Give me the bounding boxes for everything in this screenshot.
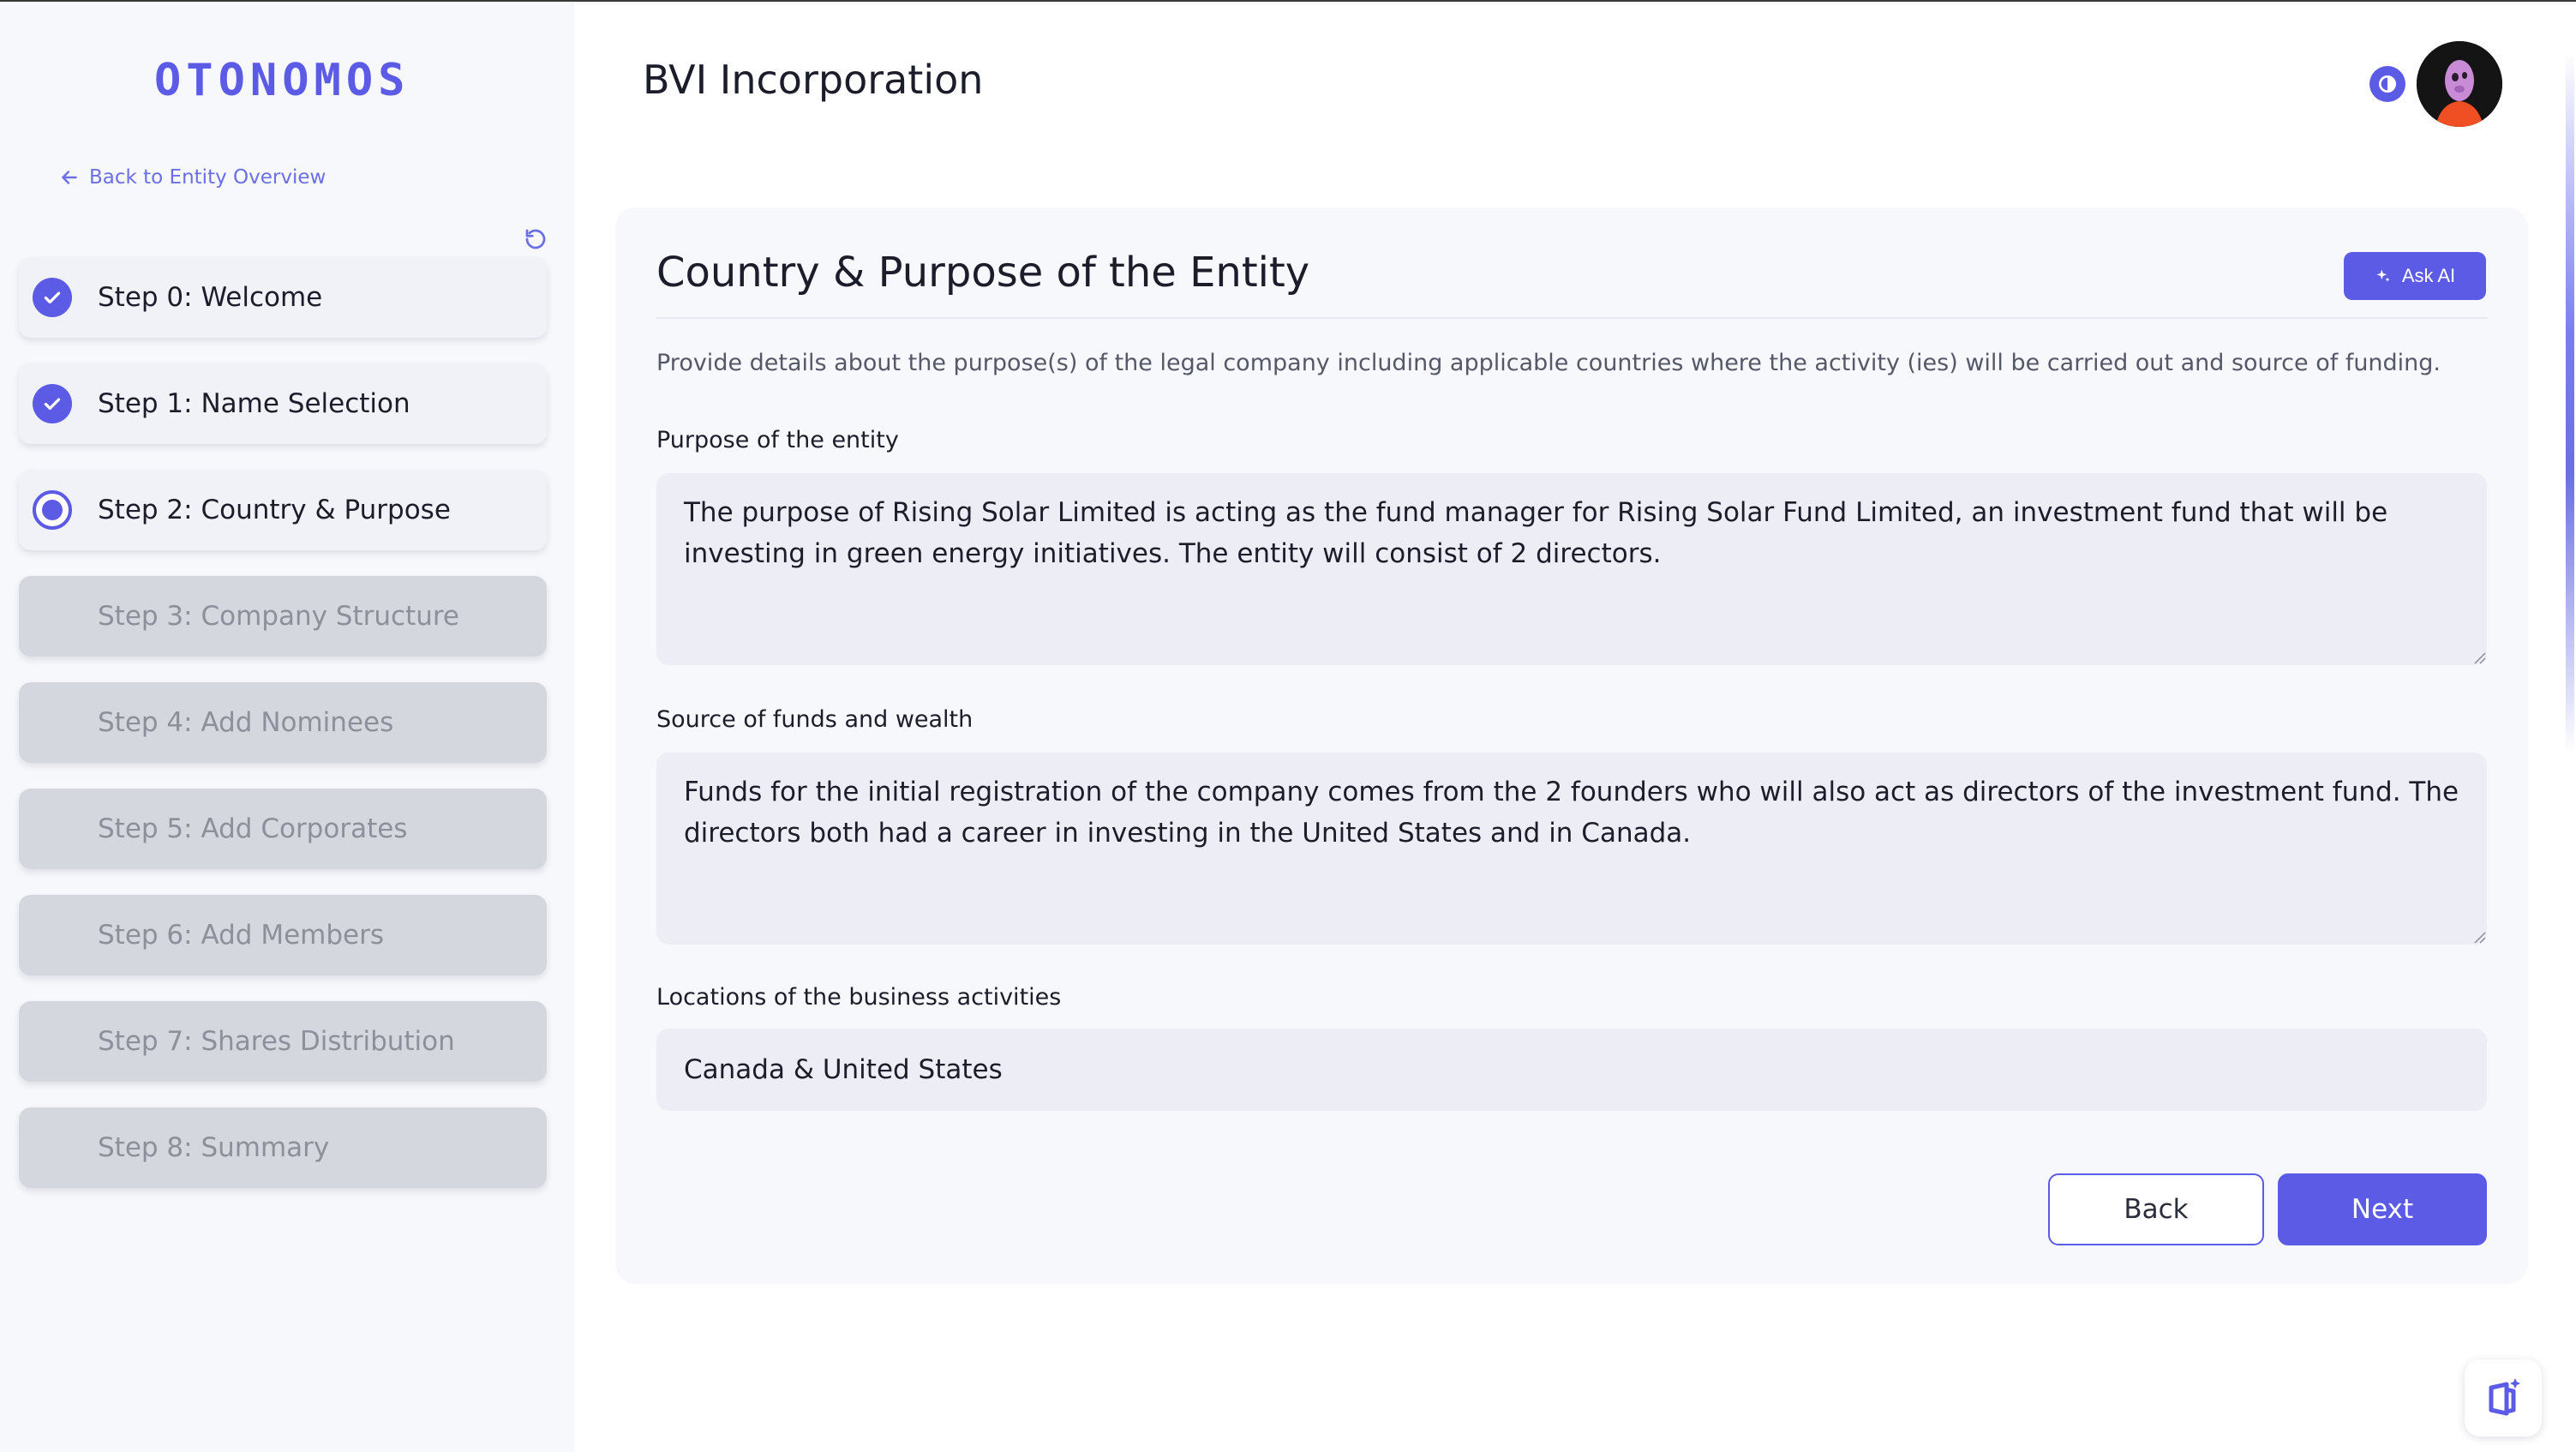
step-item-add-members[interactable]: [19, 895, 547, 975]
back-to-entity-overview-link[interactable]: [58, 166, 326, 189]
resize-grip-icon[interactable]: [2471, 650, 2487, 665]
step-label: Step 7: Shares Distribution: [98, 1026, 455, 1057]
card-title: Country & Purpose of the Entity: [656, 249, 1310, 297]
step-item-add-corporates[interactable]: [19, 789, 547, 869]
resize-grip-icon[interactable]: [2471, 929, 2487, 945]
avatar-illustration: [2417, 41, 2502, 127]
source-of-funds-textarea[interactable]: Funds for the initial registration of the company comes from the 2 founders who will also act as directors of the investment fund. The directors both had a career in investing in the United States and in Canada.: [656, 753, 2487, 945]
ask-ai-button[interactable]: [2344, 252, 2486, 300]
purpose-textarea[interactable]: The purpose of Rising Solar Limited is acting as the fund manager for Rising Solar Fund Limited, an investment fund that will be investing in green energy initiatives. The entity will consist of 2 directors.: [656, 473, 2487, 665]
back-link-label: Back to Entity Overview: [89, 166, 326, 189]
step-item-name-selection[interactable]: [19, 363, 547, 444]
step-label: Step 2: Country & Purpose: [98, 495, 451, 525]
step-label: Step 0: Welcome: [98, 282, 323, 313]
title-divider: [656, 317, 2487, 319]
step-label: Step 3: Company Structure: [98, 601, 459, 632]
avatar[interactable]: [2417, 41, 2502, 127]
arrow-left-icon: [58, 166, 81, 189]
otonomos-logo[interactable]: OTONOMOS: [154, 55, 410, 106]
step-label: Step 4: Add Nominees: [98, 707, 394, 738]
locations-label: Locations of the business activities: [656, 984, 1062, 1011]
next-button[interactable]: Next: [2278, 1173, 2487, 1245]
step-item-summary[interactable]: [19, 1107, 547, 1188]
step-label: Step 5: Add Corporates: [98, 813, 408, 844]
locations-input[interactable]: Canada & United States: [656, 1029, 2487, 1111]
step-item-welcome[interactable]: [19, 257, 547, 338]
radio-selected-icon: [33, 490, 72, 530]
step-item-company-structure[interactable]: [19, 576, 547, 657]
refresh-icon[interactable]: [523, 226, 548, 252]
step-label: Step 1: Name Selection: [98, 388, 410, 419]
step-item-country-purpose[interactable]: [19, 470, 547, 550]
form-card: [615, 207, 2528, 1284]
sparkle-icon: [2375, 267, 2392, 285]
page-scrollbar[interactable]: [2566, 51, 2574, 754]
page-title: BVI Incorporation: [643, 57, 984, 103]
step-item-add-nominees[interactable]: [19, 682, 547, 763]
ask-ai-label: Ask AI: [2401, 265, 2456, 286]
purpose-label: Purpose of the entity: [656, 427, 899, 453]
contrast-icon[interactable]: [2369, 66, 2405, 102]
step-label: Step 6: Add Members: [98, 920, 384, 951]
step-item-shares-distribution[interactable]: [19, 1001, 547, 1082]
check-circle-icon: [33, 278, 72, 317]
card-description: Provide details about the purpose(s) of the legal company including applicable countries where the activity (ies) will be carried out and source of funding.: [656, 350, 2441, 376]
check-circle-icon: [33, 384, 72, 423]
back-button[interactable]: Back: [2048, 1173, 2264, 1245]
source-label: Source of funds and wealth: [656, 706, 973, 733]
assistant-chat-button[interactable]: [2465, 1359, 2542, 1437]
sidebar: [0, 2, 574, 1452]
step-label: Step 8: Summary: [98, 1132, 330, 1163]
ai-assistant-icon: [2481, 1376, 2525, 1420]
step-list: [19, 257, 547, 1214]
